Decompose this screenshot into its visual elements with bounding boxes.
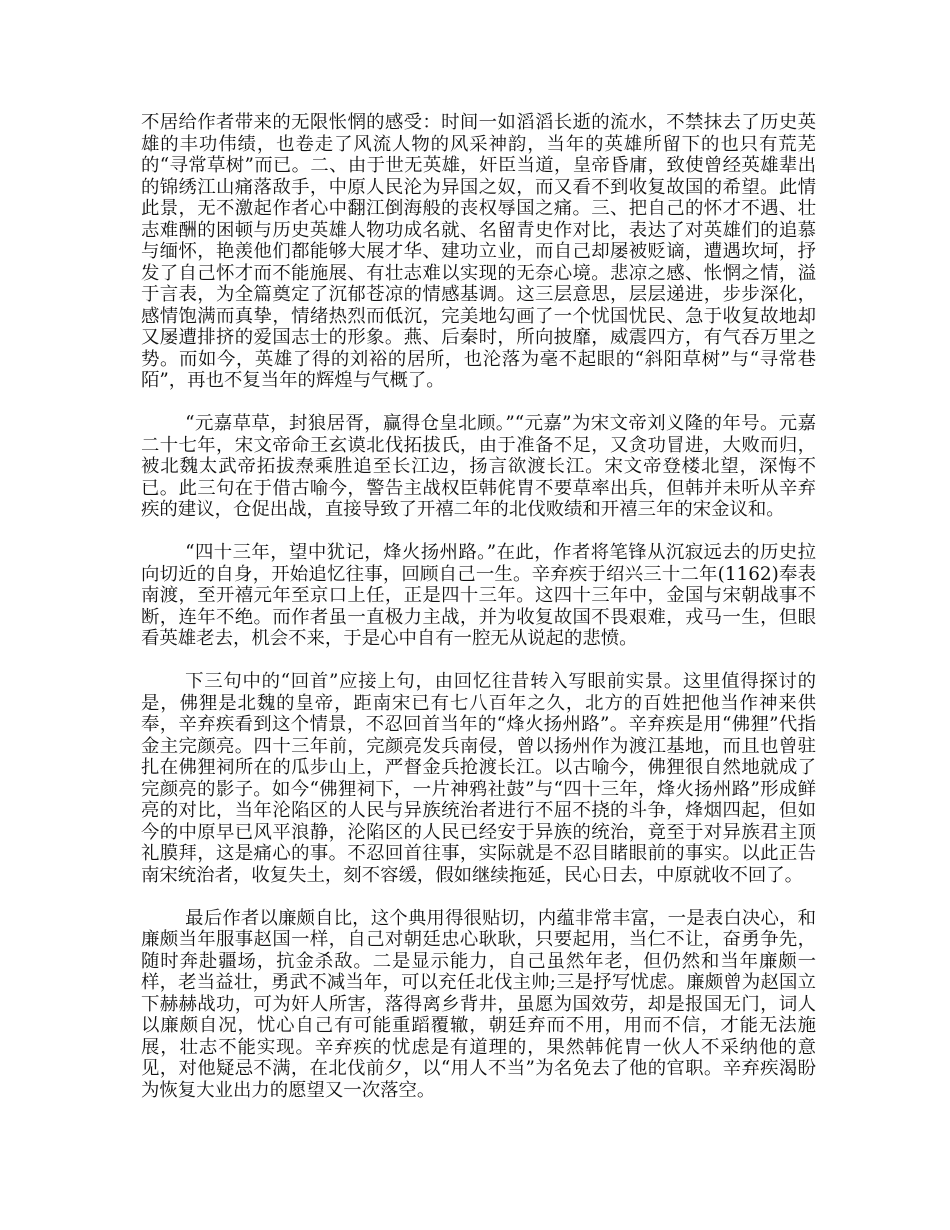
document-body <box>141 112 816 1123</box>
paragraph-3: “四十三年，望中犹记，烽火扬州路。”在此，作者将笔锋从沉寂远去的历史拉向切近的自身，开始追忆往事，回顾自己一生。辛弃疾于绍兴三十二年(1162)奉表南渡，至开禧元年至京口上任，正是四十三年。这四十三年中，金国与宋朝战事不断，连年不绝。而作者虽一直极力主战，并为收复故国不畏艰难，戎马一生，但眼看英雄老去，机会不来，于是心中自有一腔无从说起的悲愤。 <box>141 542 816 649</box>
paragraph-2: “元嘉草草，封狼居胥，赢得仓皇北顾。”“元嘉”为宋文帝刘义隆的年号。元嘉二十七年，宋文帝命王玄谟北伐拓拔氏，由于准备不足，又贪功冒进，大败而归，被北魏太武帝拓拔焘乘胜追至长江边，扬言欲渡长江。宋文帝登楼北望，深悔不已。此三句在于借古喻今，警告主战权臣韩侂胄不要草率出兵，但韩并未听从辛弃疾的建议，仓促出战，直接导致了开禧二年的北伐败绩和开禧三年的宋金议和。 <box>141 413 816 520</box>
paragraph-1: 不居给作者带来的无限怅惘的感受：时间一如滔滔长逝的流水，不禁抹去了历史英雄的丰功伟绩，也卷走了风流人物的风采神韵，当年的英雄所留下的也只有荒芜的“寻常草树”而已。二、由于世无英雄，奸臣当道，皇帝昏庸，致使曾经英雄辈出的锦绣江山痛落敌手，中原人民沦为异国之奴，而又看不到收复故国的希望。此情此景，无不激起作者心中翻江倒海般的丧权辱国之痛。三、把自己的怀才不遇、壮志难酬的困顿与历史英雄人物功成名就、名留青史作对比，表达了对英雄们的追慕与缅怀，艳羡他们都能够大展才华、建功立业，而自己却屡被贬谪，遭遇坎坷，抒发了自己怀才而不能施展、有壮志难以实现的无奈心境。悲凉之感、怅惘之情，溢于言表，为全篇奠定了沉郁苍凉的情感基调。这三层意思，层层递进，步步深化，感情饱满而真挚，情绪热烈而低沉，完美地勾画了一个忧国忧民、急于收复故地却又屡遭排挤的爱国志士的形象。燕、后秦时，所向披靡，威震四方，有气吞万里之势。而如今，英雄了得的刘裕的居所，也沦落为毫不起眼的“斜阳草树”与“寻常巷陌”，再也不复当年的辉煌与气概了。 <box>141 112 816 391</box>
paragraph-5: 最后作者以廉颇自比，这个典用得很贴切，内蕴非常丰富，一是表白决心，和廉颇当年服事赵国一样，自己对朝廷忠心耿耿，只要起用，当仁不让，奋勇争先，随时奔赴疆场，抗金杀敌。二是显示能力，自己虽然年老，但仍然和当年廉颇一样，老当益壮，勇武不减当年，可以充任北伐主帅;三是抒写忧虑。廉颇曾为赵国立下赫赫战功，可为奸人所害，落得离乡背井，虽愿为国效劳，却是报国无门，词人以廉颇自况，忧心自己有可能重蹈覆辙，朝廷弃而不用，用而不信，才能无法施展，壮志不能实现。辛弃疾的忧虑是有道理的，果然韩侂胄一伙人不采纳他的意见，对他疑忌不满，在北伐前夕，以“用人不当”为名免去了他的官职。辛弃疾渴盼为恢复大业出力的愿望又一次落空。 <box>141 907 816 1101</box>
paragraph-4: 下三句中的“回首”应接上句，由回忆往昔转入写眼前实景。这里值得探讨的是，佛狸是北魏的皇帝，距南宋已有七八百年之久，北方的百姓把他当作神来供奉，辛弃疾看到这个情景，不忍回首当年的“烽火扬州路”。辛弃疾是用“佛狸”代指金主完颜亮。四十三年前，完颜亮发兵南侵，曾以扬州作为渡江基地，而且也曾驻扎在佛狸祠所在的瓜步山上，严督金兵抢渡长江。以古喻今，佛狸很自然地就成了完颜亮的影子。如今“佛狸祠下，一片神鸦社鼓”与“四十三年，烽火扬州路”形成鲜亮的对比，当年沦陷区的人民与异族统治者进行不屈不挠的斗争，烽烟四起，但如今的中原早已风平浪静，沦陷区的人民已经安于异族的统治，竟至于对异族君主顶礼膜拜，这是痛心的事。不忍回首往事，实际就是不忍目睹眼前的事实。以此正告南宋统治者，收复失土，刻不容缓，假如继续拖延，民心日去，中原就收不回了。 <box>141 671 816 886</box>
